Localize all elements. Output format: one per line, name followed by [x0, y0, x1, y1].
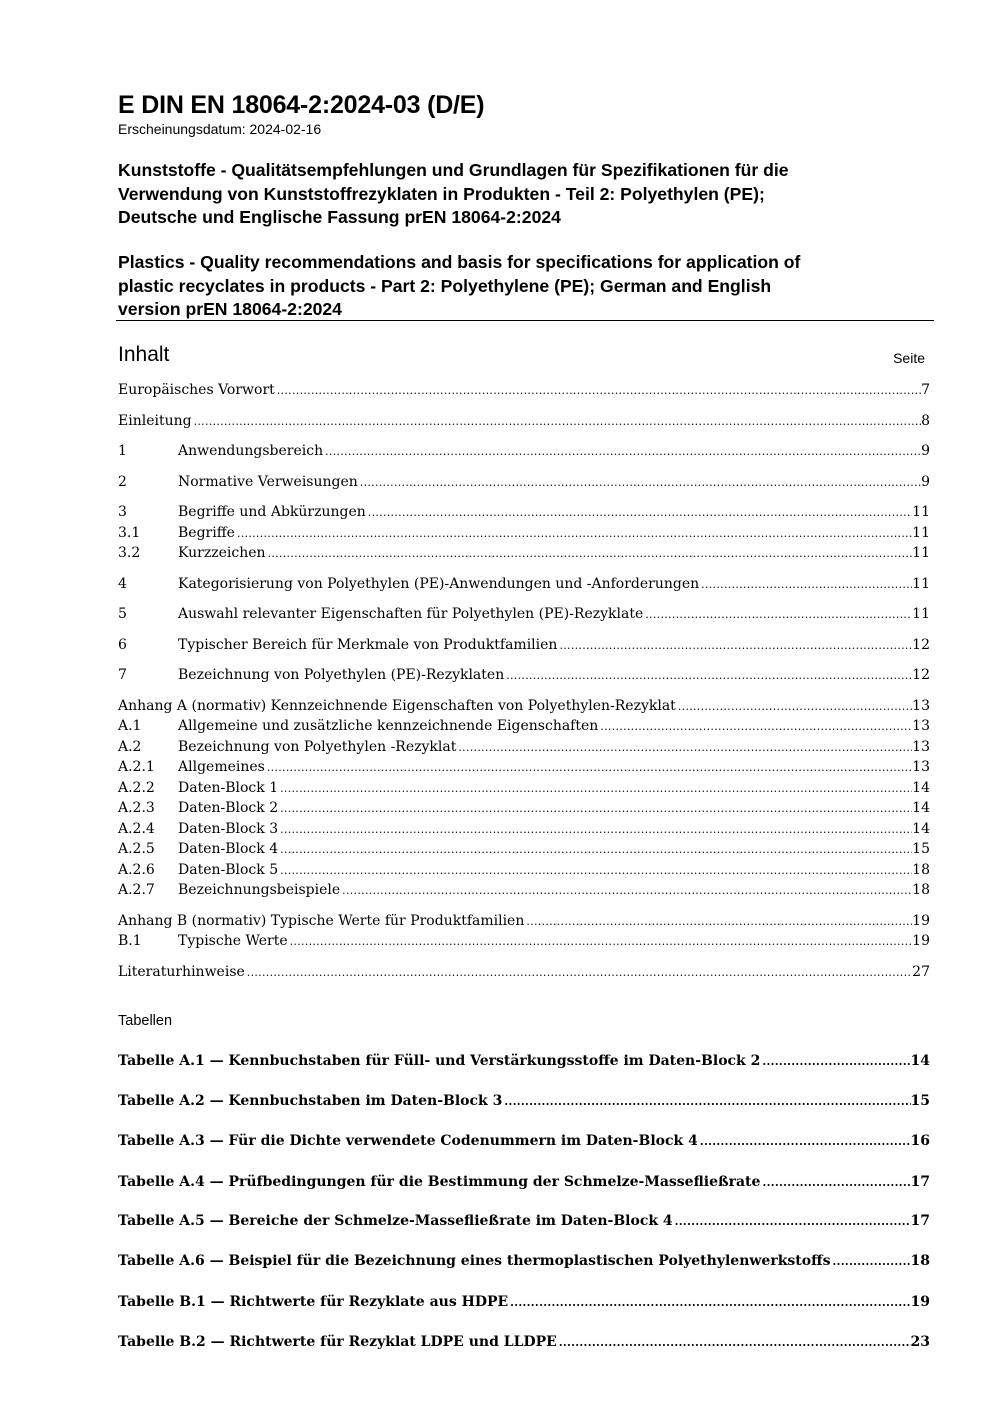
- table-entry[interactable]: [118, 1332, 930, 1352]
- toc-entry[interactable]: [118, 737, 930, 757]
- toc-entry-number: 2: [118, 474, 127, 490]
- toc-entry[interactable]: [118, 472, 930, 492]
- toc-entry-label: Allgemeine und zusätzliche kennzeichnende Eigenschaften: [178, 718, 599, 734]
- toc-entry-number: 6: [118, 637, 127, 653]
- toc-entry-page: 13: [912, 739, 930, 755]
- toc-entry-label: Begriffe: [178, 525, 235, 541]
- toc-leader: [760, 1173, 910, 1193]
- toc-entry-label: Daten-Block 4: [178, 841, 279, 857]
- table-entry[interactable]: [118, 1091, 930, 1111]
- toc-entry-number: A.2.1: [118, 759, 155, 775]
- table-entry-label: Tabelle A.3 — Für die Dichte verwendete Codenummern im Daten-Block 4: [118, 1133, 698, 1149]
- table-entry[interactable]: [118, 1251, 930, 1271]
- toc-entry[interactable]: [118, 502, 930, 522]
- toc-entry-label: Anhang B (normativ) Typische Werte für Produktfamilien: [118, 913, 525, 929]
- toc-leader: [502, 1092, 910, 1112]
- table-entry-page: 14: [910, 1053, 930, 1069]
- title-english-line: Plastics - Quality recommendations and basis for specifications for application of: [118, 252, 801, 272]
- toc-entry-label: Kategorisierung von Polyethylen (PE)-Anwendungen und -Anforderungen: [178, 576, 700, 592]
- toc-entry-page: 18: [912, 882, 930, 898]
- toc-entry-number: A.2.6: [118, 862, 155, 878]
- toc-entry-page: 11: [912, 576, 930, 592]
- toc-entry-page: 12: [912, 667, 930, 683]
- toc-entry-page: 11: [912, 504, 930, 520]
- toc-leader: [643, 605, 912, 625]
- toc-leader: [340, 881, 912, 901]
- toc-entry[interactable]: [118, 716, 930, 736]
- toc-entry[interactable]: [118, 635, 930, 655]
- page-column-label: Seite: [893, 350, 925, 366]
- toc-leader: [830, 1252, 910, 1272]
- toc-leader: [760, 1052, 910, 1072]
- toc-entry-number: A.1: [118, 718, 142, 734]
- toc-entry-page: 9: [921, 474, 930, 490]
- toc-entry-page: 15: [912, 841, 930, 857]
- toc-leader: [245, 963, 912, 983]
- toc-heading: Inhalt: [118, 343, 170, 366]
- toc-leader: [557, 1333, 911, 1353]
- toc-entry[interactable]: [118, 441, 930, 461]
- toc-leader: [266, 544, 913, 564]
- toc-leader: [456, 738, 912, 758]
- toc-leader: [278, 861, 912, 881]
- toc-entry-label: Daten-Block 2: [178, 800, 279, 816]
- table-entry-page: 17: [910, 1174, 930, 1190]
- title-english: [118, 251, 918, 322]
- table-entry-page: 18: [910, 1253, 930, 1269]
- table-entry-label: Tabelle A.1 — Kennbuchstaben für Füll- und Verstärkungsstoffe im Daten-Block 2: [118, 1053, 761, 1069]
- toc-entry-label: Daten-Block 5: [178, 862, 279, 878]
- toc-entry-label: Bezeichnung von Polyethylen -Rezyklat: [178, 739, 457, 755]
- toc-leader: [598, 717, 912, 737]
- title-german-line: Verwendung von Kunststoffrezyklaten in Produkten - Teil 2: Polyethylen (PE);: [118, 183, 765, 204]
- table-entry-label: Tabelle A.4 — Prüfbedingungen für die Bestimmung der Schmelze-Massefließrate: [118, 1174, 761, 1190]
- toc-entry-page: 18: [912, 862, 930, 878]
- toc-entry-label: Kurzzeichen: [178, 545, 266, 561]
- toc-entry-label: Bezeichnung von Polyethylen (PE)-Rezyklaten: [178, 667, 505, 683]
- table-entry-label: Tabelle A.6 — Beispiel für die Bezeichnung eines thermoplastischen Polyethylenwerkstoffs: [118, 1253, 831, 1269]
- table-entry-page: 16: [910, 1133, 930, 1149]
- toc-entry-label: Anwendungsbereich: [178, 443, 324, 459]
- title-german-line: Kunststoffe - Qualitätsempfehlungen und Grundlagen für Spezifikationen für die: [118, 160, 789, 180]
- toc-entry-page: 14: [912, 821, 930, 837]
- toc-entry-page: 12: [912, 637, 930, 653]
- tables-heading: Tabellen: [118, 1013, 173, 1029]
- toc-entry[interactable]: [118, 839, 930, 859]
- toc-entry-page: 13: [912, 759, 930, 775]
- toc-entry-page: 19: [912, 913, 930, 929]
- toc-leader: [278, 820, 912, 840]
- toc-entry-page: 9: [921, 443, 930, 459]
- toc-entry-number: A.2.2: [118, 780, 155, 796]
- toc-entry-label: Typische Werte: [178, 933, 288, 949]
- toc-leader: [699, 575, 912, 595]
- toc-entry-label: Daten-Block 3: [178, 821, 279, 837]
- toc-entry[interactable]: [118, 911, 930, 931]
- toc-entry-page: 8: [921, 413, 930, 429]
- table-entry[interactable]: [118, 1051, 930, 1071]
- toc-entry-number: 1: [118, 443, 127, 459]
- toc-leader: [235, 524, 912, 544]
- toc-entry-number: 5: [118, 606, 127, 622]
- table-entry-page: 19: [910, 1294, 930, 1310]
- toc-entry-label: Typischer Bereich für Merkmale von Produktfamilien: [178, 637, 558, 653]
- table-entry-page: 15: [910, 1093, 930, 1109]
- toc-entry-number: 3.2: [118, 545, 141, 561]
- table-entry[interactable]: [118, 1292, 930, 1312]
- table-entry-label: Tabelle A.2 — Kennbuchstaben im Daten-Block 3: [118, 1093, 503, 1109]
- toc-leader: [508, 1293, 910, 1313]
- toc-entry[interactable]: [118, 665, 930, 685]
- table-entry[interactable]: [118, 1172, 930, 1192]
- toc-entry-label: Anhang A (normativ) Kennzeichnende Eigenschaften von Polyethylen-Rezyklat: [118, 698, 676, 714]
- toc-leader: [278, 799, 912, 819]
- title-german-line: Deutsche und Englische Fassung prEN 18064-2:2024: [118, 207, 561, 227]
- table-entry-label: Tabelle B.2 — Richtwerte für Rezyklat LDPE und LLDPE: [118, 1334, 557, 1350]
- toc-entry-page: 14: [912, 780, 930, 796]
- toc-entry-page: 27: [912, 964, 930, 980]
- table-entry-label: Tabelle A.5 — Bereiche der Schmelze-Massefließrate im Daten-Block 4: [118, 1213, 673, 1229]
- toc-entry-number: 7: [118, 667, 127, 683]
- toc-leader: [265, 758, 912, 778]
- toc-entry-label: Normative Verweisungen: [178, 474, 358, 490]
- title-german: [118, 159, 918, 230]
- toc-entry-number: A.2: [118, 739, 142, 755]
- toc-leader: [358, 473, 921, 493]
- table-entry[interactable]: [118, 1211, 930, 1231]
- toc-entry-label: Daten-Block 1: [178, 780, 279, 796]
- toc-entry-number: 3: [118, 504, 127, 520]
- toc-leader: [504, 666, 912, 686]
- publication-date: Erscheinungsdatum: 2024-02-16: [118, 121, 322, 137]
- toc-entry-page: 11: [912, 606, 930, 622]
- table-entry[interactable]: [118, 1131, 930, 1151]
- title-english-line: version prEN 18064-2:2024: [118, 299, 342, 319]
- toc-entry-number: 4: [118, 576, 127, 592]
- toc-entry[interactable]: [118, 798, 930, 818]
- toc-entry-page: 11: [912, 525, 930, 541]
- toc-entry[interactable]: [118, 604, 930, 624]
- toc-entry-number: A.2.3: [118, 800, 155, 816]
- toc-entry-page: 19: [912, 933, 930, 949]
- toc-entry[interactable]: [118, 931, 930, 951]
- toc-entry-page: 11: [912, 545, 930, 561]
- toc-leader: [557, 636, 912, 656]
- toc-leader: [278, 840, 912, 860]
- toc-entry-number: A.2.5: [118, 841, 155, 857]
- toc-entry-page: 14: [912, 800, 930, 816]
- toc-entry-page: 13: [912, 718, 930, 734]
- toc-entry-label: Allgemeines: [178, 759, 265, 775]
- toc-entry[interactable]: [118, 696, 930, 716]
- toc-entry[interactable]: [118, 880, 930, 900]
- toc-entry[interactable]: [118, 819, 930, 839]
- toc-entry-label: Einleitung: [118, 413, 192, 429]
- toc-leader: [524, 912, 912, 932]
- toc-entry[interactable]: [118, 574, 930, 594]
- toc-leader: [676, 697, 912, 717]
- table-entry-page: 17: [910, 1213, 930, 1229]
- toc-entry[interactable]: [118, 860, 930, 880]
- toc-leader: [323, 442, 921, 462]
- toc-entry-label: Begriffe und Abkürzungen: [178, 504, 366, 520]
- title-english-line: plastic recyclates in products - Part 2: Polyethylene (PE); German and English: [118, 275, 772, 296]
- toc-entry-label: Europäisches Vorwort: [118, 382, 275, 398]
- toc-entry-number: 3.1: [118, 525, 141, 541]
- document-id: E DIN EN 18064-2:2024-03 (D/E): [118, 91, 485, 119]
- toc-leader: [698, 1132, 911, 1152]
- table-entry-page: 23: [910, 1334, 930, 1350]
- toc-entry-number: A.2.4: [118, 821, 155, 837]
- toc-entry[interactable]: [118, 411, 930, 431]
- toc-leader: [366, 503, 912, 523]
- toc-entry-label: Auswahl relevanter Eigenschaften für Polyethylen (PE)-Rezyklate: [178, 606, 644, 622]
- toc-entry-label: Bezeichnungsbeispiele: [178, 882, 341, 898]
- title-divider: [116, 320, 934, 321]
- toc-entry[interactable]: [118, 380, 930, 400]
- toc-entry-page: 7: [921, 382, 930, 398]
- toc-leader: [275, 381, 921, 401]
- toc-leader: [278, 779, 912, 799]
- toc-leader: [288, 932, 913, 952]
- toc-entry[interactable]: [118, 778, 930, 798]
- toc-leader: [192, 412, 922, 432]
- toc-entry[interactable]: [118, 757, 930, 777]
- toc-entry-number: A.2.7: [118, 882, 155, 898]
- toc-entry[interactable]: [118, 523, 930, 543]
- toc-entry[interactable]: [118, 962, 930, 982]
- table-entry-label: Tabelle B.1 — Richtwerte für Rezyklate aus HDPE: [118, 1294, 509, 1310]
- toc-entry-page: 13: [912, 698, 930, 714]
- toc-entry-label: Literaturhinweise: [118, 964, 245, 980]
- toc-entry[interactable]: [118, 543, 930, 563]
- toc-entry-number: B.1: [118, 933, 142, 949]
- toc-leader: [673, 1212, 911, 1232]
